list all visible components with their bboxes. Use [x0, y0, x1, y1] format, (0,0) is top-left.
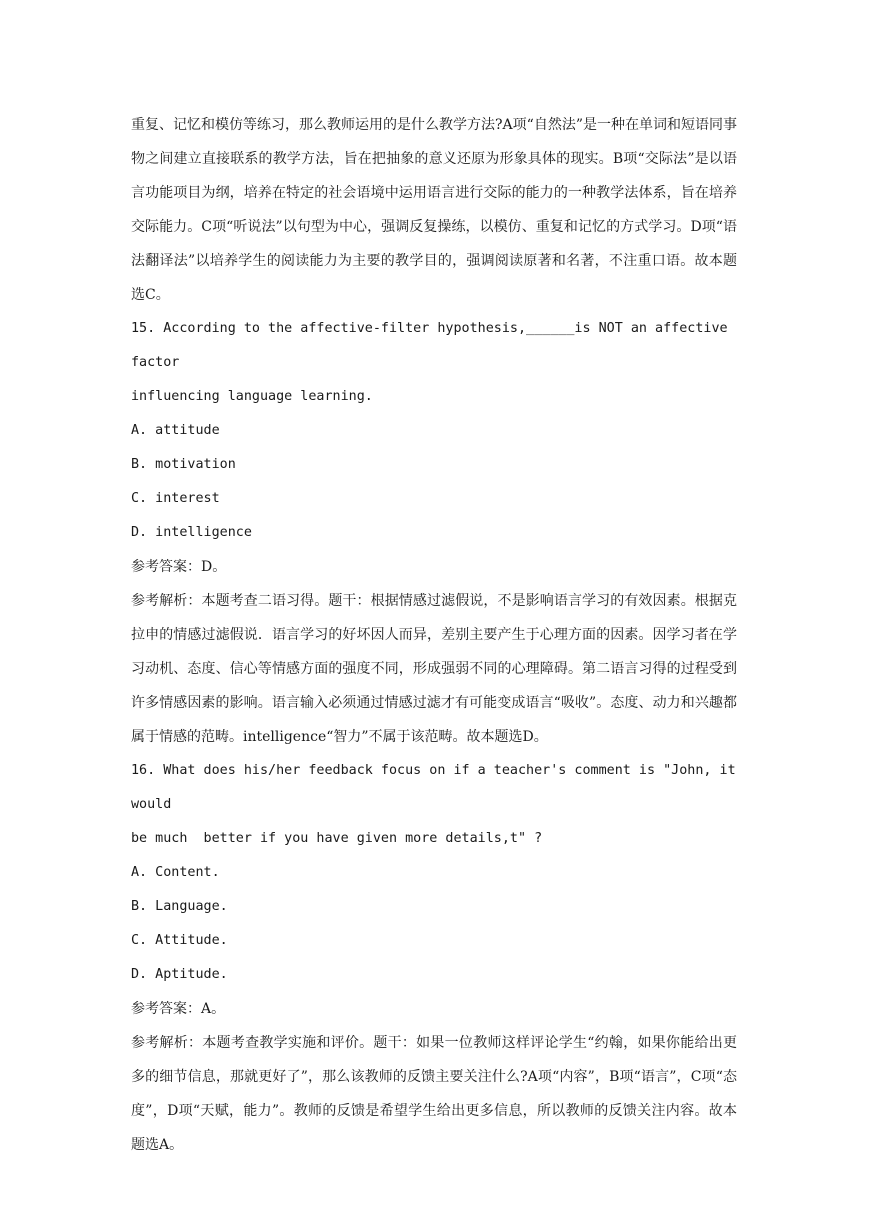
question-stem	[131, 754, 744, 856]
option-b: B. motivation	[131, 457, 236, 472]
option-d: D. Aptitude.	[131, 967, 228, 982]
question-15	[131, 312, 737, 754]
explanation: 参考解析：本题考查教学实施和评价。题干：如果一位教师这样评论学生“约翰，如果你能给出更多的细节信息，那就更好了”，那么该教师的反馈主要关注什么?A项“内容”，B项“语言”，C项“态度”，D项“天赋，能力”。教师的反馈是希望学生给出更多信息，所以教师的反馈关注内容。故本题选A。	[131, 1035, 737, 1153]
answer: 参考答案：A。	[131, 1001, 226, 1017]
option-c: C. interest	[131, 491, 220, 506]
explanation: 参考解析：本题考查二语习得。题干：根据情感过滤假说，不是影响语言学习的有效因素。根据克拉申的情感过滤假说．语言学习的好坏因人而异，差别主要产生于心理方面的因素。因学习者在学习动机、态度、信心等情感方面的强度不同，形成强弱不同的心理障碍。第二语言习得的过程受到许多情感因素的影响。语言输入必须通过情感过滤才有可能变成语言“吸收”。态度、动力和兴趣都属于情感的范畴。intelligence“智力”不属于该范畴。故本题选D。	[131, 593, 737, 745]
question-stem-line: 15. According to the affective-filter hypothesis,______is NOT an affective factor	[131, 321, 736, 370]
option-a: A. attitude	[131, 423, 220, 438]
answer: 参考答案：D。	[131, 559, 227, 575]
previous-question-explanation: 重复、记忆和模仿等练习，那么教师运用的是什么教学方法?A项“自然法”是一种在单词和短语同事物之间建立直接联系的教学方法，旨在把抽象的意义还原为形象具体的现实。B项“交际法”是以语言功能项目为纲，培养在特定的社会语境中运用语言进行交际的能力的一种教学法体系，旨在培养交际能力。C项“听说法”以句型为中心，强调反复操练，以模仿、重复和记忆的方式学习。D项“语法翻译法”以培养学生的阅读能力为主要的教学目的，强调阅读原著和名著，不注重口语。故本题选C。	[131, 117, 737, 303]
question-stem-line: be much better if you have given more details,t" ?	[131, 831, 543, 846]
question-stem	[131, 312, 737, 414]
question-stem-line: influencing language learning.	[131, 389, 373, 404]
question-stem-line: 16. What does his/her feedback focus on if a teacher's comment is "John, it would	[131, 763, 744, 812]
option-a: A. Content.	[131, 865, 220, 880]
option-d: D. intelligence	[131, 525, 252, 540]
option-c: C. Attitude.	[131, 933, 228, 948]
question-16	[131, 754, 744, 1162]
document-page	[131, 108, 744, 1162]
option-b: B. Language.	[131, 899, 228, 914]
